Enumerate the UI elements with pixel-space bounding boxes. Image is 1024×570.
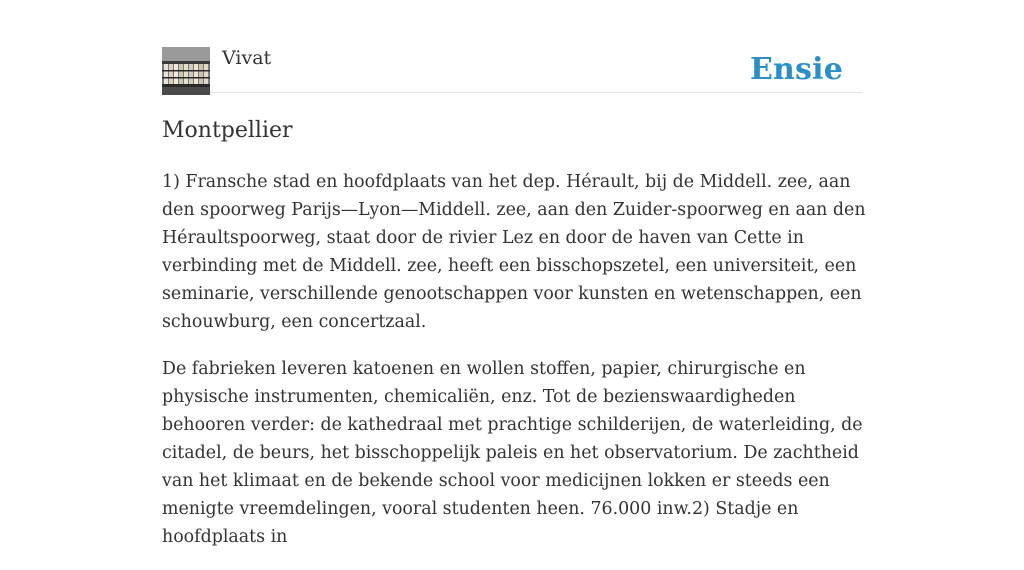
author-avatar[interactable] [162, 47, 210, 95]
book-spines-avatar-icon [162, 47, 210, 95]
author-name-link[interactable]: Vivat [222, 47, 272, 69]
header [162, 46, 862, 93]
article-paragraph: De fabrieken leveren katoenen en wollen stoffen, papier, chirurgische en physische instrumenten, chemicaliën, enz. Tot de bezienswaardigheden behooren verder: de kathedraal met prachtige schilderijen, de waterleiding, de citadel, de beurs, het bisschoppelijk paleis en het observatorium. De zachtheid van het klimaat en de bekende school voor medicijnen lokken er steeds een menigte vreemdelingen, vooral studenten heen. 76.000 inw.2) Stadje en hoofdplaats in [162, 359, 863, 547]
article-body [162, 168, 868, 570]
page-title: Montpellier [162, 118, 293, 143]
article-paragraph: 1) Fransche stad en hoofdplaats van het dep. Hérault, bij de Middell. zee, aan den spoorweg Parijs—Lyon—Middell. zee, aan den Zuider-spoorweg en aan den Héraultspoorweg, staat door de rivier Lez en door de haven van Cette in verbinding met de Middell. zee, heeft een bisschopszetel, een universiteit, een seminarie, verschillende genootschappen voor kunsten en wetenschappen, een schouwburg, een concertzaal. [162, 172, 866, 332]
brand-logo-link[interactable]: Ensie [749, 52, 843, 87]
